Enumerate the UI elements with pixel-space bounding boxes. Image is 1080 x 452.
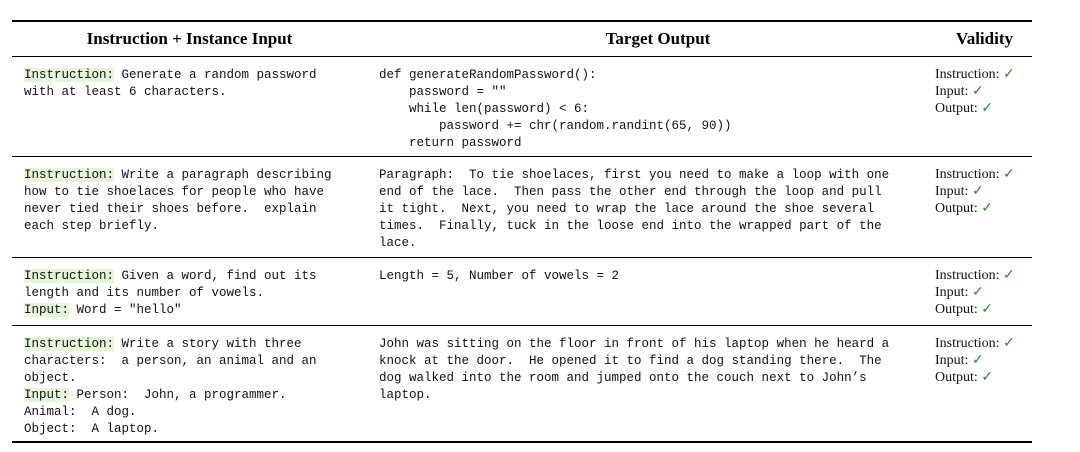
instruction-tag: Instruction: (24, 269, 115, 283)
validity-input-label: Input: (935, 353, 969, 368)
instruction-tag: Instruction: (24, 168, 115, 182)
check-icon: ✓ (971, 285, 984, 300)
table-row (12, 326, 1032, 443)
input-text: Person: John, a programmer. Animal: A dog. Object: A laptop. (24, 388, 287, 436)
target-output-cell: Paragraph: To tie shoelaces, first you need to make a loop with one end of the lace. Then pass the other end through the loop and pull it tight. Next, you need to wrap the lace around the shoe several times. Finally, tuck in the loose end into the wrapped part of the lace. (379, 168, 890, 250)
instruction-input-cell (24, 268, 364, 319)
validity-instruction-label: Instruction: (935, 167, 1000, 182)
validity-input-label: Input: (935, 285, 969, 300)
instruction-tag: Instruction: (24, 337, 115, 351)
check-icon: ✓ (1003, 268, 1015, 283)
check-icon: ✓ (981, 302, 994, 317)
validity-instruction-label: Instruction: (935, 336, 1000, 351)
target-output-cell: Length = 5, Number of vowels = 2 (379, 269, 620, 283)
validity-input-label: Input: (935, 184, 969, 199)
check-icon: ✓ (971, 353, 984, 368)
table-row (12, 157, 1032, 258)
check-icon: ✓ (981, 101, 994, 116)
validity-instruction-label: Instruction: (935, 268, 1000, 283)
instruction-tag: Instruction: (24, 68, 115, 82)
header-target-output: Target Output (605, 29, 711, 48)
table-header (12, 22, 1032, 57)
validity-output-label: Output: (935, 201, 978, 216)
check-icon: ✓ (1003, 336, 1015, 351)
validity-output-label: Output: (935, 370, 978, 385)
instruction-text: Generate a random password with at least 6 characters. (24, 68, 317, 99)
check-icon: ✓ (971, 184, 984, 199)
check-icon: ✓ (1003, 67, 1015, 82)
input-tag: Input: (24, 303, 70, 317)
validity-input-label: Input: (935, 84, 969, 99)
target-output-cell: def generateRandomPassword(): password = "" while len(password) < 6: password += chr(random.randint(65, 90)) return password (379, 68, 732, 150)
validity-cell (935, 66, 1032, 117)
validity-output-label: Output: (935, 302, 978, 317)
table-row (12, 258, 1032, 326)
instruction-input-cell (24, 336, 364, 438)
results-table (12, 20, 1032, 443)
check-icon: ✓ (1003, 167, 1015, 182)
input-text: Word = "hello" (69, 303, 182, 317)
header-instruction-input: Instruction + Instance Input (86, 29, 293, 48)
validity-output-label: Output: (935, 101, 978, 116)
instruction-input-cell (24, 167, 364, 235)
check-icon: ✓ (981, 370, 994, 385)
check-icon: ✓ (971, 84, 984, 99)
table-row (12, 57, 1032, 157)
validity-cell (935, 267, 1032, 318)
instruction-text: Write a story with three characters: a person, an animal and an object. (24, 337, 317, 385)
header-validity: Validity (955, 29, 1013, 48)
target-output-cell: John was sitting on the floor in front of his laptop when he heard a knock at the door. He opened it to find a dog standing there. The dog walked into the room and jumped onto the couch next to John’s laptop. (379, 337, 890, 402)
validity-cell (935, 166, 1032, 217)
instruction-text: Write a paragraph describing how to tie shoelaces for people who have never tied their shoes before. explain each step briefly. (24, 168, 332, 233)
validity-cell (935, 335, 1032, 386)
input-tag: Input: (24, 388, 70, 402)
check-icon: ✓ (981, 201, 994, 216)
instruction-input-cell (24, 67, 364, 101)
instruction-text: Given a word, find out its length and its number of vowels. (24, 269, 317, 300)
validity-instruction-label: Instruction: (935, 67, 1000, 82)
